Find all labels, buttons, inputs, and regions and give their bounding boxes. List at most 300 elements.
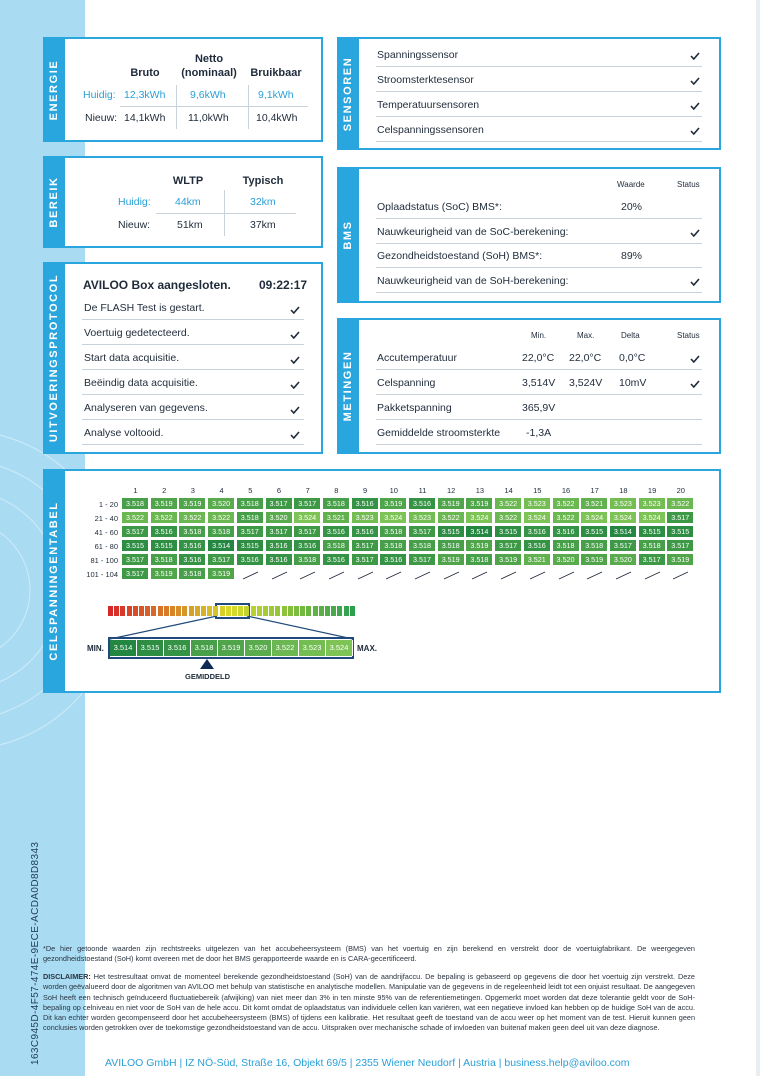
energie-tab bbox=[43, 37, 65, 142]
gradient-segment bbox=[313, 606, 318, 616]
cell-value: 3.521 bbox=[581, 498, 608, 510]
gradient-segment bbox=[238, 606, 243, 616]
cell-value: 3.517 bbox=[352, 554, 379, 566]
cell-value: 3.518 bbox=[208, 526, 235, 538]
cell-value: 3.521 bbox=[524, 554, 551, 566]
sensoren-tab bbox=[337, 37, 359, 150]
energie-nieuw-netto: 11,0kWh bbox=[188, 112, 229, 124]
cell-value: 3.517 bbox=[122, 526, 149, 538]
sensor-label: Celspanningssensoren bbox=[377, 124, 484, 136]
cell-value: 3.515 bbox=[667, 526, 694, 538]
cell-value: 3.517 bbox=[409, 554, 436, 566]
check-icon bbox=[290, 306, 300, 314]
celspanning-tab-label: CELSPANNINGENTABEL bbox=[48, 501, 60, 661]
metingen-row-label: Pakketspanning bbox=[377, 402, 452, 414]
gradient-segment bbox=[251, 606, 256, 616]
metingen-delta: 0,0°C bbox=[619, 352, 646, 364]
check-icon bbox=[690, 52, 700, 60]
cell-value: 3.519 bbox=[151, 568, 178, 580]
gradient-segment bbox=[139, 606, 144, 616]
gradient-segment bbox=[257, 606, 262, 616]
cell-value: 3.518 bbox=[409, 540, 436, 552]
gradient-segment bbox=[170, 606, 175, 616]
row-divider bbox=[376, 243, 702, 244]
gradient-segment bbox=[182, 606, 187, 616]
cell-value: 3.515 bbox=[495, 526, 522, 538]
cell-value: 3.520 bbox=[266, 512, 293, 524]
protocol-step: Beëindig data acquisitie. bbox=[84, 377, 198, 389]
cell-value: 3.515 bbox=[581, 526, 608, 538]
uitvoering-title: AVILOO Box aangesloten. bbox=[83, 278, 231, 292]
bms-row-value: 89% bbox=[621, 250, 643, 262]
column-header: 4 bbox=[219, 486, 224, 495]
energie-header-nominaal: (nominaal) bbox=[181, 67, 237, 79]
column-header: 13 bbox=[475, 486, 485, 495]
scale-cell: 3.519 bbox=[218, 640, 245, 656]
cell-value: 3.522 bbox=[667, 498, 694, 510]
row-divider bbox=[376, 91, 702, 92]
check-icon bbox=[290, 431, 300, 439]
gradient-segment bbox=[269, 606, 274, 616]
cell-value: 3.514 bbox=[208, 540, 235, 552]
min-label: MIN. bbox=[87, 644, 104, 653]
energie-huidig-label: Huidig: bbox=[83, 89, 116, 101]
bms-row-label: Nauwkeurigheid van de SoH-berekening: bbox=[377, 274, 569, 287]
cell-value: 3.523 bbox=[352, 512, 379, 524]
celspanning-tab bbox=[43, 469, 65, 693]
footnote: *De hier getoonde waarden zijn rechtstreeks uitgelezen van het accubeheersysteem (BMS) van het voertuig en zijn berekend en verstrekt door de voertuigfabrikant. De weergegeven gezondheidstoestand (SoH) komt overeen met de door het BMS gerapporteerde waarde en is CARA-gecertificeerd. bbox=[43, 944, 695, 964]
row-divider bbox=[376, 394, 702, 395]
cell-value: 3.518 bbox=[581, 540, 608, 552]
cell-value: 3.523 bbox=[639, 498, 666, 510]
column-header: 5 bbox=[248, 486, 253, 495]
gradient-segment bbox=[164, 606, 169, 616]
max-label: MAX. bbox=[357, 644, 377, 653]
empty-cell bbox=[639, 568, 666, 580]
sensoren-tab-label: SENSOREN bbox=[342, 56, 354, 131]
cell-value: 3.516 bbox=[179, 540, 206, 552]
gradient-segment bbox=[220, 606, 225, 616]
bms-row-label: Nauwkeurigheid van de SoC-berekening: bbox=[377, 225, 569, 238]
metingen-header-status: Status bbox=[677, 331, 700, 340]
bereik-header-typisch: Typisch bbox=[242, 175, 284, 187]
empty-cell bbox=[237, 568, 264, 580]
cell-value: 3.523 bbox=[610, 498, 637, 510]
cell-value: 3.518 bbox=[122, 498, 149, 510]
column-header: 7 bbox=[305, 486, 310, 495]
column-header: 18 bbox=[619, 486, 628, 495]
column-header: 10 bbox=[389, 486, 398, 495]
cell-value: 3.518 bbox=[151, 554, 178, 566]
empty-cell bbox=[266, 568, 293, 580]
gradient-segment bbox=[108, 606, 113, 616]
bms-row-label: Gezondheidstoestand (SoH) BMS*: bbox=[377, 250, 543, 262]
cell-value: 3.518 bbox=[438, 540, 465, 552]
sensor-label: Stroomsterktesensor bbox=[377, 74, 474, 86]
protocol-step: Analyse voltooid. bbox=[84, 427, 164, 439]
bms-header-waarde: Waarde bbox=[617, 180, 645, 189]
row-range-label: 41 - 60 bbox=[94, 527, 118, 537]
metingen-tab-label: METINGEN bbox=[342, 350, 354, 422]
metingen-min: 22,0°C bbox=[522, 352, 555, 364]
bereik-tab bbox=[43, 156, 65, 248]
gradient-segment bbox=[127, 606, 132, 616]
check-icon bbox=[690, 380, 700, 388]
bereik-huidig-wltp: 44km bbox=[175, 196, 201, 208]
column-header: 12 bbox=[447, 486, 456, 495]
column-header: 3 bbox=[190, 486, 195, 495]
gradient-segment bbox=[226, 606, 231, 616]
sensor-label: Spanningssensor bbox=[377, 49, 459, 61]
protocol-step: Voertuig gedetecteerd. bbox=[84, 327, 190, 339]
scale-cell: 3.522 bbox=[272, 640, 299, 656]
gradient-segment bbox=[176, 606, 181, 616]
cell-value: 3.515 bbox=[639, 526, 666, 538]
bms-tab bbox=[337, 167, 359, 303]
metingen-tab bbox=[337, 318, 359, 454]
gradient-segment bbox=[282, 606, 287, 616]
cell-value: 3.518 bbox=[380, 526, 407, 538]
cell-value: 3.516 bbox=[524, 540, 551, 552]
empty-cell bbox=[409, 568, 436, 580]
cell-value: 3.517 bbox=[495, 540, 522, 552]
cell-value: 3.520 bbox=[553, 554, 580, 566]
cell-value: 3.524 bbox=[524, 512, 551, 524]
row-divider bbox=[82, 369, 304, 370]
cell-value: 3.522 bbox=[151, 512, 178, 524]
cell-value: 3.515 bbox=[151, 540, 178, 552]
cell-value: 3.516 bbox=[179, 554, 206, 566]
row-range-label: 1 - 20 bbox=[98, 500, 118, 509]
column-header: 14 bbox=[504, 486, 513, 495]
cell-value: 3.524 bbox=[610, 512, 637, 524]
document-id: 163C945D-4F57-474E-9ECE-ACDA0D8D8343 bbox=[30, 841, 41, 1065]
gradient-segment bbox=[158, 606, 163, 616]
gradient-segment bbox=[114, 606, 119, 616]
cell-value: 3.517 bbox=[294, 498, 321, 510]
cell-value: 3.516 bbox=[380, 554, 407, 566]
bereik-nieuw-label: Nieuw: bbox=[118, 219, 151, 231]
scale-cell: 3.520 bbox=[245, 640, 272, 656]
column-header: 11 bbox=[418, 486, 427, 495]
bereik-tab-label: BEREIK bbox=[48, 176, 60, 228]
cell-value: 3.524 bbox=[380, 512, 407, 524]
cell-value: 3.518 bbox=[294, 554, 321, 566]
metingen-header-min: Min. bbox=[531, 331, 547, 340]
empty-cell bbox=[524, 568, 551, 580]
scale-cell: 3.516 bbox=[164, 640, 191, 656]
metingen-max: 3,524V bbox=[569, 377, 603, 389]
gradient-segment bbox=[325, 606, 330, 616]
bms-row-value: 20% bbox=[621, 201, 643, 213]
metingen-min: -1,3A bbox=[526, 427, 552, 439]
metingen-min: 3,514V bbox=[522, 377, 556, 389]
cell-value: 3.516 bbox=[352, 498, 379, 510]
check-icon bbox=[690, 229, 700, 237]
cell-value: 3.517 bbox=[266, 526, 293, 538]
protocol-step: De FLASH Test is gestart. bbox=[84, 302, 205, 314]
gradient-segment bbox=[244, 606, 249, 616]
row-divider bbox=[376, 66, 702, 67]
cell-value: 3.517 bbox=[610, 540, 637, 552]
cell-value: 3.516 bbox=[323, 526, 350, 538]
column-header: 1 bbox=[133, 486, 138, 495]
cell-value: 3.516 bbox=[409, 498, 436, 510]
empty-cell bbox=[294, 568, 321, 580]
cell-value: 3.517 bbox=[667, 540, 694, 552]
row-divider bbox=[82, 419, 304, 420]
metingen-row-label: Accutemperatuur bbox=[377, 352, 457, 364]
column-header: 2 bbox=[162, 486, 167, 495]
empty-cell bbox=[352, 568, 379, 580]
cell-value: 3.516 bbox=[266, 540, 293, 552]
cell-value: 3.524 bbox=[639, 512, 666, 524]
scale-cell: 3.514 bbox=[110, 640, 137, 656]
bereik-huidig-typisch: 32km bbox=[250, 196, 276, 208]
uitvoering-tab-label: UITVOERINGSPROTOCOL bbox=[48, 273, 60, 443]
metingen-min: 365,9V bbox=[522, 402, 556, 414]
cell-value: 3.522 bbox=[495, 512, 522, 524]
gradient-segment bbox=[213, 606, 218, 616]
average-marker-icon bbox=[200, 659, 214, 669]
energie-huidig-bruto: 12,3kWh bbox=[124, 89, 166, 101]
metingen-max: 22,0°C bbox=[569, 352, 602, 364]
gradient-segment bbox=[300, 606, 305, 616]
cell-value: 3.519 bbox=[495, 554, 522, 566]
energie-header-netto: Netto bbox=[194, 53, 224, 65]
energie-divider bbox=[120, 106, 308, 107]
cell-value: 3.516 bbox=[266, 554, 293, 566]
cell-value: 3.518 bbox=[380, 540, 407, 552]
gradient-segment bbox=[263, 606, 268, 616]
cell-value: 3.522 bbox=[553, 512, 580, 524]
metingen-row-label: Gemiddelde stroomsterkte bbox=[377, 427, 501, 439]
check-icon bbox=[690, 77, 700, 85]
cell-value: 3.519 bbox=[438, 554, 465, 566]
cell-value: 3.518 bbox=[179, 568, 206, 580]
check-icon bbox=[690, 127, 700, 135]
cell-value: 3.522 bbox=[553, 498, 580, 510]
row-divider bbox=[376, 444, 702, 445]
cell-value: 3.522 bbox=[122, 512, 149, 524]
check-icon bbox=[290, 356, 300, 364]
metingen-header-max: Max. bbox=[577, 331, 595, 340]
column-header: 9 bbox=[363, 486, 368, 495]
uitvoering-time: 09:22:17 bbox=[259, 278, 308, 292]
gradient-segment bbox=[133, 606, 138, 616]
cell-value: 3.516 bbox=[151, 526, 178, 538]
energie-huidig-bruikbaar: 9,1kWh bbox=[258, 89, 294, 101]
check-icon bbox=[690, 278, 700, 286]
bms-header-status: Status bbox=[677, 180, 700, 189]
cell-value: 3.521 bbox=[323, 512, 350, 524]
cell-value: 3.520 bbox=[208, 498, 235, 510]
empty-cell bbox=[380, 568, 407, 580]
cell-value: 3.523 bbox=[524, 498, 551, 510]
gradient-segment bbox=[275, 606, 280, 616]
cell-value: 3.523 bbox=[409, 512, 436, 524]
scale-cell: 3.518 bbox=[191, 640, 218, 656]
scale-cell: 3.524 bbox=[326, 640, 353, 656]
cell-value: 3.519 bbox=[380, 498, 407, 510]
empty-cell bbox=[581, 568, 608, 580]
column-header: 15 bbox=[533, 486, 542, 495]
column-header: 19 bbox=[647, 486, 657, 495]
right-edge bbox=[756, 0, 760, 1076]
scale-cell: 3.523 bbox=[299, 640, 326, 656]
row-divider bbox=[376, 141, 702, 142]
row-divider bbox=[82, 444, 304, 445]
average-label: GEMIDDELD bbox=[185, 672, 230, 681]
disclaimer-label: DISCLAIMER: bbox=[43, 972, 91, 981]
cell-value: 3.516 bbox=[352, 526, 379, 538]
cell-value: 3.519 bbox=[179, 498, 206, 510]
cell-value: 3.517 bbox=[122, 568, 149, 580]
bms-tab-label: BMS bbox=[342, 220, 354, 250]
cell-value: 3.515 bbox=[122, 540, 149, 552]
bereik-divider bbox=[156, 213, 296, 214]
gradient-segment bbox=[151, 606, 156, 616]
disclaimer-text: Het testresultaat omvat de momenteel berekende gezondheidstoestand (SoH) van de aandrijfaccu. De bepaling is gebaseerd op gegevens die door het voertuig zijn verstrekt. Deze worden geëvalueerd door de algoritmen van AVILOO met behulp van statistische en analytische modellen. Manipulatie van de gegevens in de regeleenheid leidt tot een onjuist resultaat. De aangegeven SoH heeft een technisch geïnduceerd fluctuatiebereik (afwijking) van niet meer dan 3% in ten minste 95% van de referentiemetingen. Opgemerkt moet worden dat deze tolerantie geldt voor de SoH-bepaling op celniveau en niet voor de SoH van de hele accu. Dit komt omdat de oplaadstatus van individuele cellen kan variëren, wat een negatieve invloed kan hebben op de huidige SoH van de accu. Dit kan echter worden gecompenseerd door het accubeheersysteem (BMS) of tijdens een kalibratie. Het resultaat geeft de toestand van de accu weer op het moment van de test. Hieruit kunnen geen conclusies worden getrokken over de toekomstige gezondheidstoestand van de accu. Uitspraken over mechanische schade of invloeden van buitenaf maken geen deel uit van deze diagnose. bbox=[43, 972, 695, 1033]
cell-value: 3.516 bbox=[237, 554, 264, 566]
row-divider bbox=[376, 267, 702, 268]
energie-nieuw-bruikbaar: 10,4kWh bbox=[256, 112, 298, 124]
disclaimer bbox=[43, 972, 695, 1034]
cell-value: 3.518 bbox=[323, 498, 350, 510]
cell-value: 3.517 bbox=[266, 498, 293, 510]
cell-value: 3.519 bbox=[151, 498, 178, 510]
cell-value: 3.524 bbox=[466, 512, 493, 524]
empty-cell bbox=[438, 568, 465, 580]
protocol-step: Analyseren van gegevens. bbox=[84, 402, 208, 414]
cell-value: 3.522 bbox=[495, 498, 522, 510]
column-header: 20 bbox=[676, 486, 685, 495]
empty-cell bbox=[553, 568, 580, 580]
column-header: 17 bbox=[590, 486, 599, 495]
sensor-label: Temperatuursensoren bbox=[377, 99, 480, 111]
cell-value: 3.514 bbox=[466, 526, 493, 538]
cell-value: 3.519 bbox=[466, 498, 493, 510]
scale-cell: 3.515 bbox=[137, 640, 164, 656]
energie-nieuw-label: Nieuw: bbox=[85, 112, 118, 124]
gradient-segment bbox=[232, 606, 237, 616]
empty-cell bbox=[495, 568, 522, 580]
row-divider bbox=[82, 319, 304, 320]
cell-value: 3.518 bbox=[237, 498, 264, 510]
row-divider bbox=[376, 218, 702, 219]
cell-value: 3.522 bbox=[208, 512, 235, 524]
bereik-nieuw-typisch: 37km bbox=[250, 219, 276, 231]
gradient-segment bbox=[207, 606, 212, 616]
cell-value: 3.517 bbox=[208, 554, 235, 566]
check-icon bbox=[290, 331, 300, 339]
cell-value: 3.518 bbox=[639, 540, 666, 552]
cell-value: 3.522 bbox=[438, 512, 465, 524]
row-divider bbox=[376, 419, 702, 420]
cell-value: 3.517 bbox=[667, 512, 694, 524]
gradient-segment bbox=[306, 606, 311, 616]
gradient-segment bbox=[331, 606, 336, 616]
gradient-segment bbox=[319, 606, 324, 616]
cell-value: 3.517 bbox=[639, 554, 666, 566]
check-icon bbox=[290, 381, 300, 389]
gradient-segment bbox=[337, 606, 342, 616]
cell-value: 3.519 bbox=[208, 568, 235, 580]
cell-value: 3.519 bbox=[667, 554, 694, 566]
empty-cell bbox=[610, 568, 637, 580]
cell-value: 3.517 bbox=[409, 526, 436, 538]
cell-value: 3.520 bbox=[610, 554, 637, 566]
check-icon bbox=[290, 406, 300, 414]
cell-value: 3.515 bbox=[438, 526, 465, 538]
metingen-header-delta: Delta bbox=[621, 331, 640, 340]
bereik-nieuw-wltp: 51km bbox=[177, 219, 203, 231]
cell-value: 3.518 bbox=[179, 526, 206, 538]
footer-address: AVILOO GmbH | IZ NÖ-Süd, Straße 16, Objekt 69/5 | 2355 Wiener Neudorf | Austria | business.help@aviloo.com bbox=[105, 1057, 630, 1069]
row-divider bbox=[82, 394, 304, 395]
cell-value: 3.518 bbox=[323, 540, 350, 552]
energie-divider bbox=[176, 85, 177, 129]
cell-value: 3.522 bbox=[179, 512, 206, 524]
cell-value: 3.517 bbox=[237, 526, 264, 538]
cell-value: 3.519 bbox=[581, 554, 608, 566]
check-icon bbox=[690, 102, 700, 110]
bms-row-label: Oplaadstatus (SoC) BMS*: bbox=[377, 201, 502, 213]
cell-value: 3.516 bbox=[553, 526, 580, 538]
cell-value: 3.524 bbox=[294, 512, 321, 524]
energie-divider bbox=[248, 85, 249, 129]
empty-cell bbox=[667, 568, 694, 580]
uitvoering-tab bbox=[43, 262, 65, 454]
gradient-segment bbox=[288, 606, 293, 616]
cell-value: 3.516 bbox=[323, 554, 350, 566]
column-header: 8 bbox=[334, 486, 339, 495]
empty-cell bbox=[466, 568, 493, 580]
cell-value: 3.516 bbox=[294, 540, 321, 552]
cell-value: 3.518 bbox=[553, 540, 580, 552]
row-divider bbox=[82, 344, 304, 345]
energie-header-bruikbaar: Bruikbaar bbox=[250, 67, 302, 79]
column-header: 16 bbox=[561, 486, 571, 495]
cell-value: 3.519 bbox=[438, 498, 465, 510]
energie-tab-label: ENERGIE bbox=[48, 59, 60, 120]
gradient-segment bbox=[189, 606, 194, 616]
cell-value: 3.517 bbox=[122, 554, 149, 566]
cell-value: 3.524 bbox=[581, 512, 608, 524]
gradient-segment bbox=[120, 606, 125, 616]
empty-cell bbox=[323, 568, 350, 580]
row-divider bbox=[376, 116, 702, 117]
row-divider bbox=[376, 369, 702, 370]
metingen-row-label: Celspanning bbox=[377, 377, 436, 389]
cell-value: 3.516 bbox=[524, 526, 551, 538]
column-header: 6 bbox=[276, 486, 282, 495]
row-range-label: 21 - 40 bbox=[94, 513, 118, 523]
gradient-segment bbox=[201, 606, 206, 616]
row-divider bbox=[376, 292, 702, 293]
bereik-huidig-label: Huidig: bbox=[118, 196, 151, 208]
cell-value: 3.514 bbox=[610, 526, 637, 538]
protocol-step: Start data acquisitie. bbox=[84, 352, 180, 364]
row-range-label: 101 - 104 bbox=[86, 569, 118, 579]
cell-value: 3.518 bbox=[466, 554, 493, 566]
energie-header-bruto: Bruto bbox=[130, 67, 160, 79]
energie-nieuw-bruto: 14,1kWh bbox=[124, 112, 166, 124]
metingen-delta: 10mV bbox=[619, 377, 647, 389]
cell-value: 3.517 bbox=[294, 526, 321, 538]
row-range-label: 61 - 80 bbox=[94, 541, 118, 551]
cell-value: 3.519 bbox=[466, 540, 493, 552]
